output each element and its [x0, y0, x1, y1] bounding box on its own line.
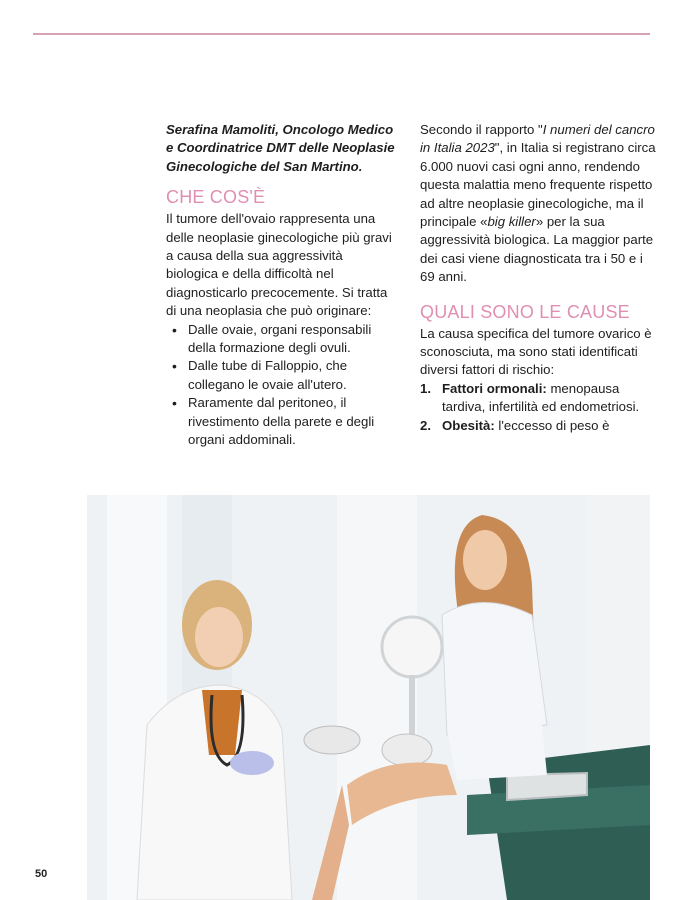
list-item: • Raramente dal peritoneo, il rivestimento della parete e degli organi addominali. — [166, 394, 398, 449]
left-column — [166, 121, 398, 450]
right-column — [420, 121, 660, 435]
heading-quali-cause: QUALI SONO LE CAUSE — [420, 301, 630, 322]
photo-illustration — [87, 495, 650, 900]
causes-intro: La causa specifica del tumore ovarico è sconosciuta, ma sono stati identificati diversi fattori di rischio: — [420, 325, 652, 378]
heading-che-cose: CHE COS'È — [166, 187, 266, 208]
causes-list — [420, 380, 660, 435]
origin-list — [166, 321, 398, 450]
statistics-paragraph: Secondo il rapporto "I numeri del cancro in Italia 2023", in Italia si registrano circa 6.000 nuovi casi ogni anno, rendendo questa malattia meno frequente rispetto ad altre neoplasie ginecologiche, ma il principale «big killer» per la sua aggressività biologica. La maggior parte dei casi viene diagnosticata tra i 50 e i 69 anni. — [420, 122, 656, 285]
top-divider — [33, 33, 650, 35]
page-number: 50 — [35, 868, 48, 880]
intro-paragraph: Il tumore dell'ovaio rappresenta una delle neoplasie ginecologiche più gravi a causa della sua aggressività biologica e della difficoltà nel diagnosticarlo precocemente. Si tratta di una neoplasia che può originare: — [166, 211, 392, 319]
author-credit: Serafina Mamoliti, Oncologo Medico e Coordinatrice DMT delle Neoplasie Ginecologiche del San Martino. — [166, 122, 395, 174]
list-item: 2. Obesità: l'eccesso di peso è — [420, 417, 610, 433]
medical-consultation-photo — [87, 495, 650, 900]
list-item: • Dalle tube di Falloppio, che collegano le ovaie all'utero. — [166, 357, 398, 394]
list-item: • Dalle ovaie, organi responsabili della formazione degli ovuli. — [166, 321, 398, 358]
list-item: 1. Fattori ormonali: menopausa tardiva, infertilità ed endometriosi. — [420, 380, 640, 415]
